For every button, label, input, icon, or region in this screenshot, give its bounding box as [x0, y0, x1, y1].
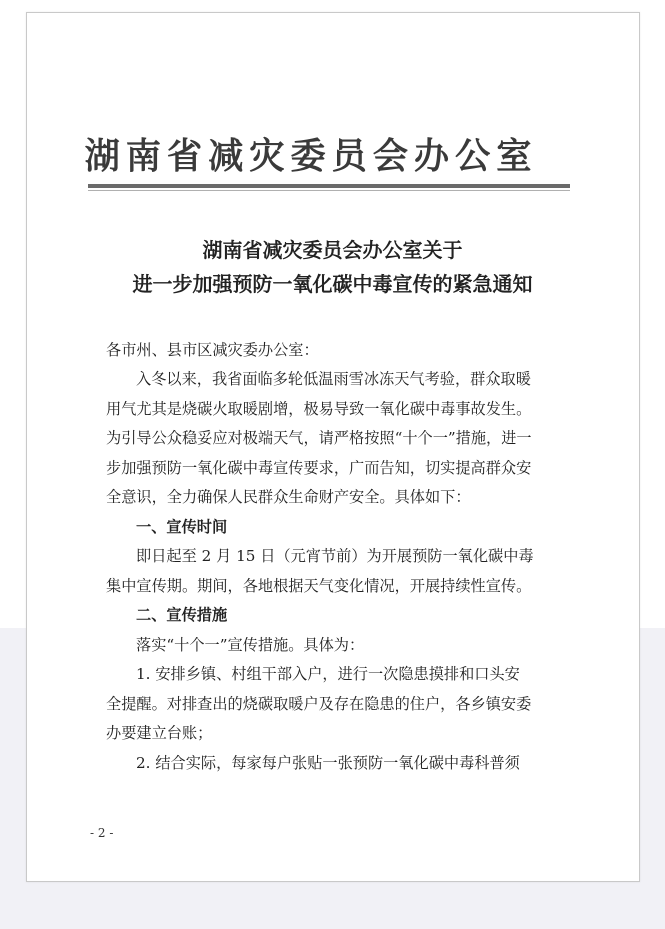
- item1-line: 全提醒。对排查出的烧碳取暖户及存在隐患的住户，各乡镇安委: [106, 695, 532, 713]
- para1-line: 全意识，全力确保人民群众生命财产安全。具体如下：: [106, 488, 471, 506]
- doc-title-line2: 进一步加强预防一氧化碳中毒宣传的紧急通知: [132, 272, 533, 296]
- para1-line: 为引导公众稳妥应对极端天气，请严格按照“十个一”措施，进一: [106, 429, 532, 447]
- section1-line: 即日起至 2 月 15 日（元宵节前）为开展预防一氧化碳中毒: [136, 547, 534, 565]
- para1-line: 用气尤其是烧碳火取暖剧增，极易导致一氧化碳中毒事故发生。: [106, 400, 532, 418]
- salutation: 各市州、县市区减灾委办公室：: [106, 341, 319, 359]
- item2-line: 2. 结合实际，每家每户张贴一张预防一氧化碳中毒科普须: [136, 754, 520, 772]
- section2-intro: 落实“十个一”宣传措施。具体为：: [136, 636, 365, 654]
- para1-line: 步加强预防一氧化碳中毒宣传要求，广而告知，切实提高群众安: [106, 459, 532, 477]
- section1-heading: 一、宣传时间: [136, 518, 228, 536]
- doc-title-line1: 湖南省减灾委员会办公室关于: [202, 238, 463, 262]
- header-rule-thin: [88, 190, 570, 191]
- para1-line: 入冬以来，我省面临多轮低温雨雪冰冻天气考验，群众取暖: [136, 370, 531, 388]
- section2-heading: 二、宣传措施: [136, 606, 228, 624]
- item1-line: 办要建立台账；: [106, 724, 213, 742]
- item1-line: 1. 安排乡镇、村组干部入户，进行一次隐患摸排和口头安: [136, 665, 520, 683]
- header-rule: [88, 184, 570, 188]
- page-number: - 2 -: [90, 826, 114, 840]
- section1-line: 集中宣传期。期间，各地根据天气变化情况，开展持续性宣传。: [106, 577, 532, 595]
- org-header-title: 湖南省减灾委员会办公室: [84, 135, 538, 177]
